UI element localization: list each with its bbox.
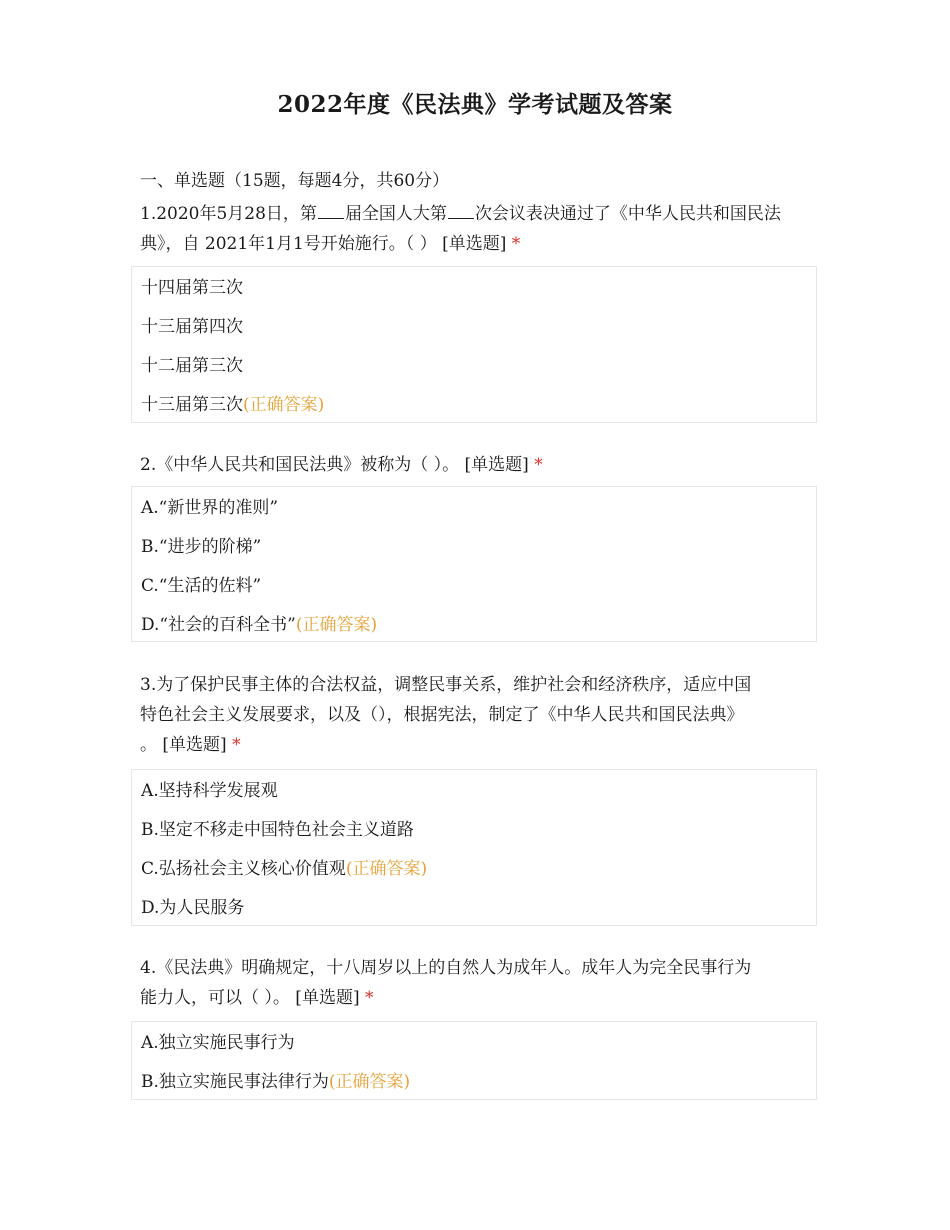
question-text: 次会议表决通过了《中华人民共和国民法典》，自 2021年1月1号开始施行。（ ） [单选题]: [140, 204, 781, 254]
question-text: 2.《中华人民共和国民法典》被称为（ ）。 [单选题]: [140, 455, 529, 475]
option-item-correct: [132, 1063, 816, 1102]
option-item: B.坚定不移走中国特色社会主义道路: [141, 820, 414, 840]
option-item-correct: [132, 850, 816, 889]
options-box-1: [131, 266, 817, 423]
question-text: 1.2020年5月28日，第: [140, 204, 317, 224]
question-text: 届全国人大第: [344, 204, 447, 224]
option-item-correct: [132, 386, 816, 425]
option-item: 十三届第四次: [141, 317, 243, 337]
question-text: 。 [单选题]: [140, 735, 227, 755]
correct-answer-tag: (正确答案): [345, 859, 428, 879]
option-item-correct: [132, 606, 816, 645]
option-item: C.“生活的佐料”: [141, 576, 262, 596]
options-box-3: [131, 769, 817, 926]
question-4: [140, 953, 820, 1013]
correct-answer-tag: (正确答案): [328, 1072, 411, 1092]
section-heading: 一、单选题（15题，每题4分，共60分）: [140, 171, 450, 191]
correct-answer-tag: (正确答案): [295, 615, 378, 635]
question-2: [140, 450, 820, 480]
correct-answer-tag: (正确答案): [243, 395, 325, 415]
required-asterisk: *: [232, 735, 241, 755]
document-title: 2022年度《民法典》学考试题及答案: [277, 91, 673, 118]
required-asterisk: *: [364, 988, 374, 1008]
question-1: [140, 198, 820, 259]
option-item: B.“进步的阶梯”: [141, 537, 262, 557]
option-label: C.弘扬社会主义核心价值观: [141, 859, 346, 879]
required-asterisk: *: [511, 234, 521, 254]
question-text: 特色社会主义发展要求，以及（），根据宪法，制定了《中华人民共和国民法典》: [140, 705, 744, 725]
option-item: 十四届第三次: [141, 278, 243, 298]
required-asterisk: *: [534, 455, 543, 475]
fill-blank: [318, 198, 344, 219]
option-label: 十三届第三次: [141, 395, 243, 415]
options-box-2: [131, 486, 817, 642]
option-item: A.“新世界的准则”: [141, 498, 279, 518]
option-label: D.“社会的百科全书”: [141, 615, 296, 635]
option-item: 十二届第三次: [141, 356, 243, 376]
options-box-4: [131, 1021, 817, 1100]
question-text: 3.为了保护民事主体的合法权益，调整民事关系，维护社会和经济秩序，适应中国: [140, 675, 752, 695]
fill-blank: [448, 198, 474, 219]
option-label: B.独立实施民事法律行为: [141, 1072, 329, 1092]
option-item: A.坚持科学发展观: [141, 781, 278, 801]
question-3: [140, 670, 820, 760]
question-text: 能力人，可以（ ）。 [单选题]: [140, 988, 360, 1008]
question-text: 4.《民法典》明确规定，十八周岁以上的自然人为成年人。成年人为完全民事行为: [140, 958, 752, 978]
option-item: D.为人民服务: [141, 898, 245, 918]
option-item: A.独立实施民事行为: [141, 1033, 295, 1053]
